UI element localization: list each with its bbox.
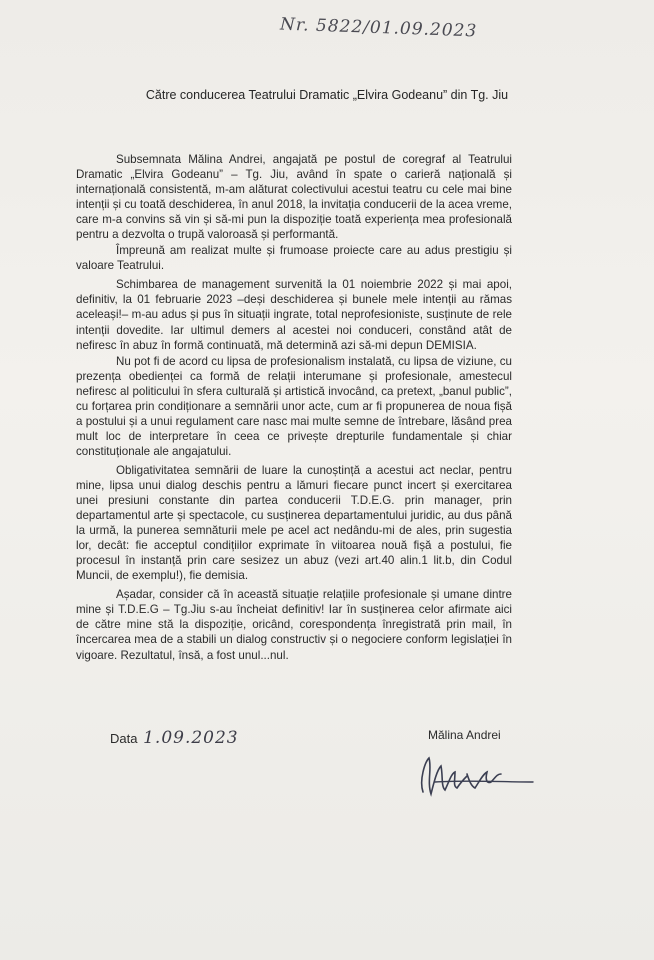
signer-name: Mălina Andrei bbox=[428, 728, 501, 742]
paragraph: Așadar, consider că în această situație relațiile profesionale și umane dintre mine și T.D.E.G – Tg.Jiu s-au încheiat definitiv! Iar în susținerea celor afirmate aici de către mine stă la dispoziție, oricând, corespondența înregistrată prin mail, în încercarea mea de a stabili un dialog constructiv și o negociere conform legislației în vigoare. Rezultatul, însă, a fost unul...nul. bbox=[76, 588, 512, 662]
handwritten-signature bbox=[405, 752, 545, 802]
paragraph: Subsemnata Mălina Andrei, angajată pe postul de coregraf al Teatrului Dramatic „Elvira Godeanu” – Tg. Jiu, având în spate o carieră națională și internațională consistentă, m-am alăturat colectivului acestui teatru cu cele mai bine intenții și cu toată deschiderea, în anul 2018, la invitația conducerii de la acea vreme, care m-a convins să vin și să-mi pun la dispoziție toată experiența mea profesională pentru a dezvolta o trupă valoroasă și performantă. bbox=[76, 153, 512, 242]
date-label: Data bbox=[110, 731, 138, 746]
paragraph: Obligativitatea semnării de luare la cunoștință a acestui act neclar, pentru mine, lipsa unui dialog deschis pentru a lămuri fiecare punct incert și exercitarea unei presiuni constante din partea conducerii T.D.E.G. prin manager, prin departamentul arte și spectacole, cu susținerea departamentului juridic, au dus până la urmă, la punerea semnăturii mele pe acel act nedându-mi de ales, prin sugestia lor, decât: fie acceptul condițiilor exprimate în viitoarea nouă fișă a postului, fie procesul în instanță prin care sesizez un abuz (vezi art.40 alin.1 lit.b, din Codul Muncii, de exemplu!), fie demisia. bbox=[76, 463, 512, 583]
paragraph: Nu pot fi de acord cu lipsa de profesionalism instalată, cu lipsa de viziune, cu prezența obedienței ca formă de relații interumane și profesionale, amestecul nefiresc al politicului în sfera culturală și artistică invocând, ca pretext, „banul public”, cu forțarea prin condiționare a semnării unor acte, cum ar fi propunerea de noua fișă a postului și a unui regulament care nasc mai multe semne de întrebare, lăsând prea mult loc de interpretare în ceea ce privește drepturile fundamentale și chiar constituționale ale angajatului. bbox=[76, 354, 512, 458]
letter-body bbox=[76, 152, 512, 667]
paragraph: Împreună am realizat multe și frumoase proiecte care au adus prestigiu și valoare Teatrului. bbox=[76, 244, 512, 273]
handwritten-date: 1.09.2023 bbox=[143, 728, 239, 748]
registration-number: Nr. 5822/01.09.2023 bbox=[279, 14, 478, 42]
addressee-line: Către conducerea Teatrului Dramatic „Elvira Godeanu” din Tg. Jiu bbox=[145, 88, 509, 102]
date-field bbox=[110, 728, 239, 748]
paragraph: Schimbarea de management survenită la 01 noiembrie 2022 și mai apoi, definitiv, la 01 februarie 2023 –deși deschiderea și bunele mele intenții au rămas aceleași!– m-au adus și pus în situații ingrate, total neprofesioniste, susținute de rele intenții dovedite. Iar ultimul demers al acestei noi conduceri, constând atât de nefiresc în abuz în formă continuată, mă determină azi să-mi depun DEMISIA. bbox=[76, 278, 512, 352]
